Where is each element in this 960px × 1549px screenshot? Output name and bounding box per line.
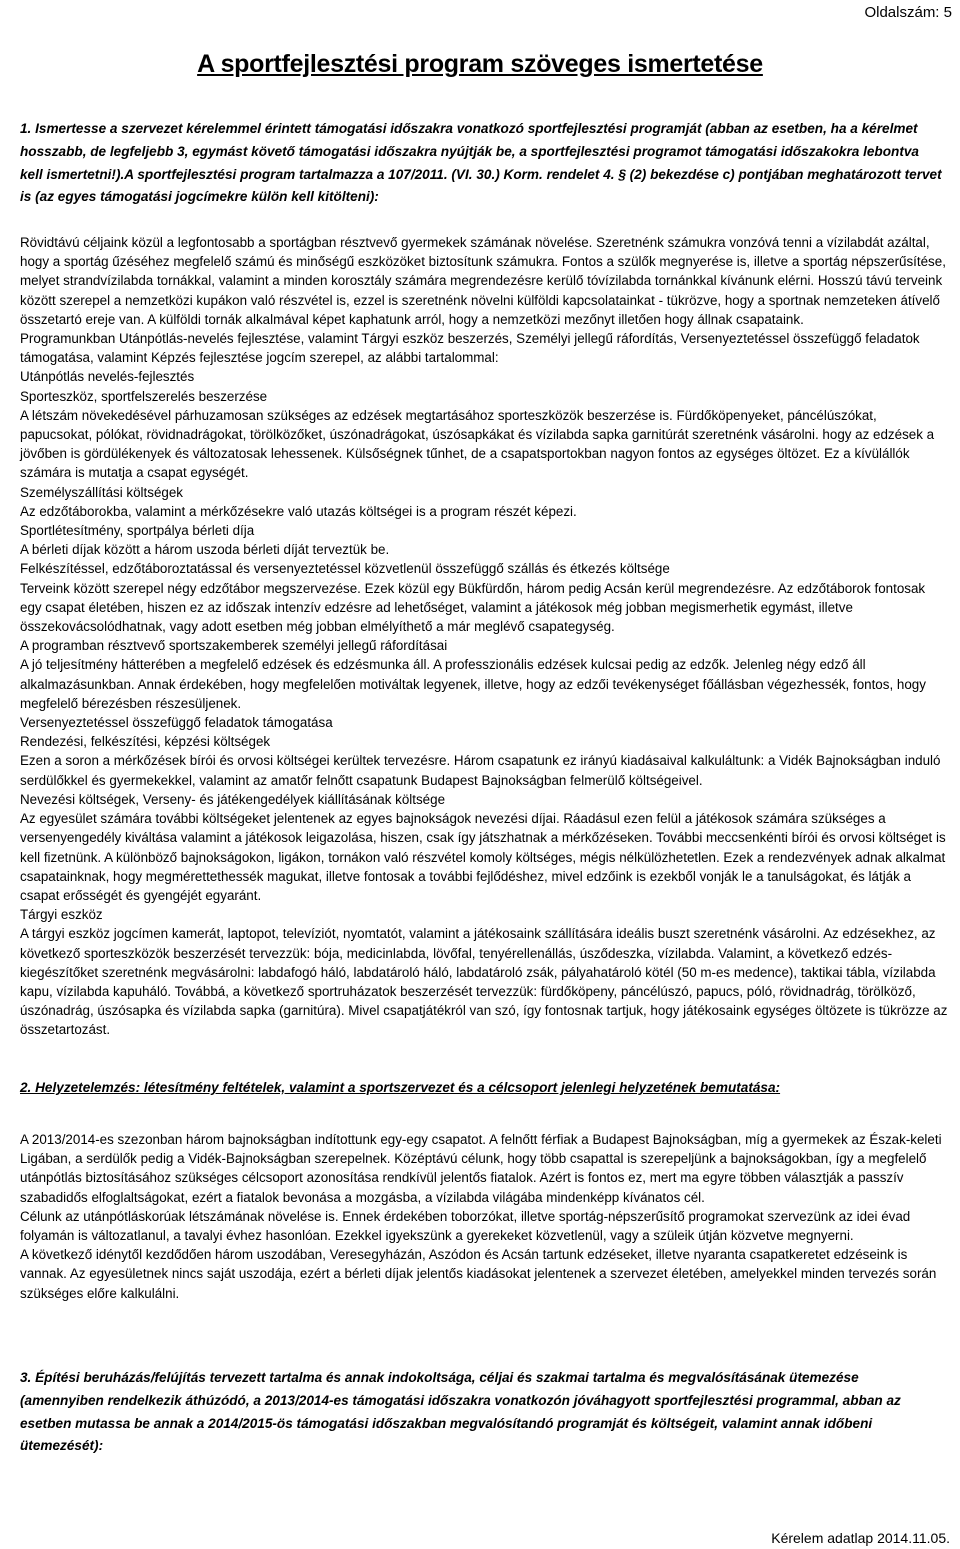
paragraph: Célunk az utánpótláskorúak létszámának növelése is. Ennek érdekében toborzókat, illetve sportág-népszerűsítő programokat szervezünk az idei évad folyamán is változatlanul, a tavalyi évhez hasonlóan. Ezekkel igyekszünk a gyerekeket közvetlenül, vagy a szüleik útján közvetve megnyerni. — [20, 1208, 911, 1244]
subheading: Tárgyi eszköz — [20, 907, 103, 923]
paragraph: Rövidtávú céljaink közül a legfontosabb a sportágban résztvevő gyermekek számának növelése. Szeretnénk számukra vonzóvá tenni a vízilabdát azáltal, hogy a sportág űzéséhez megfelelő számú és minőségű eszközöket biztosítunk számukra. Fontos a szülők megnyerése is, illetve a sportág népszerűsítése, melyet strandvízilabda tornákkal, valamint a minden korosztály számára megrendezésre kerülő tóvízilabda tornánkkal kívánunk elérni. Hosszú távú terveink között szerepel a nemzetközi kupákon való részvétel is, ezzel is szeretnénk növelni külföldi kapcsolatainkat - tükrözve, hogy a sportnak nemzeteken átívelő összetartó ereje van. A külföldi tornák alkalmával képet kaphatunk arról, hogy a nemzetközi mezőnyt illetően hogy állnak csapataink. — [20, 235, 946, 327]
page-number: Oldalszám: 5 — [864, 4, 952, 21]
section-1-body — [20, 233, 948, 1040]
paragraph: A 2013/2014-es szezonban három bajnokságban indítottunk egy-egy csapatot. A felnőtt férfiak a Budapest Bajnokságban, míg a gyermekek az Észak-keleti Ligában, a serdülők pedig a Vidék-Bajnokságban szerepelnek. Középtávú célunk, hogy több csapattal is szerepeljünk a bajnokságokban, így a megfelelő utánpótlás biztosításához szükséges célcsoport azonosítása rendkívül jelentős fiatalok. Azért is fontos ez, mert ma egyre többen választják a passzív szabadidős elfoglaltságokat, ezért a fiatalok bevonása a mozgásba, a vízilabda világába mindenképp kívánatos cél. — [20, 1132, 942, 1205]
subheading: Utánpótlás nevelés-fejlesztés — [20, 369, 195, 385]
paragraph: A létszám növekedésével párhuzamosan szükséges az edzések megtartásához sporteszközök beszerzése is. Fürdőköpenyeket, páncélúszókat, papucsokat, pólókat, rövidnadrágokat, törölközőket, úszónadrágokat, úszósapkákat és vízilabda sapka garnitúrát szeretnénk vásárolni. hogy az edzések a jövőben is gördülékenyek és változatosak lehessenek. Külsőségnek tűnhet, de a csapatsportokban nagyon fontos az egységes öltözet. Ez a kívülállók számára is mutatja a csapat egységét. — [20, 407, 935, 481]
paragraph: Az edzőtáborokba, valamint a mérkőzésekre való utazás költségei is a program részét képezi. — [20, 503, 577, 519]
paragraph: A következő idénytől kezdődően három uszodában, Veresegyházán, Aszódon és Acsán tartunk edzéseket, illetve nyaranta csapatkeretet edzéseink is vannak. Az egyesületnek nincs saját uszodája, ezért a bérleti díjak jelentős kiadásokat jelentenek a szervezet életében, amelyekkel minden tervezés során szükséges előre kalkulálni. — [20, 1247, 937, 1301]
page-title: A sportfejlesztési program szöveges ismertetése — [197, 50, 763, 78]
paragraph: Terveink között szerepel négy edzőtábor megszervezése. Ezek közül egy Bükfürdőn, három pedig Acsán kerül megrendezésre. Az edzőtáborok fontosak egy csapat életében, hiszen ez az időszak intenzív edzésre ad lehetőséget, valamint a játékosok még jobban megismerhetik egymást, illetve összekovácsolódhatnak, vagy adott esetben még jobban elmélyíthető a már meglévő csapategység. — [20, 580, 926, 635]
paragraph: Programunkban Utánpótlás-nevelés fejlesztése, valamint Tárgyi eszköz beszerzés, Személyi jellegű ráfordítás, Versenyeztetéssel összefüggő feladatok támogatása, valamint Képzés fejlesztése jogcím szerepel, az alábbi tartalommal: — [20, 331, 920, 366]
paragraph: A tárgyi eszköz jogcímen kamerát, laptopot, televíziót, nyomtatót, valamint a játékosaink szállítására ideális buszt szeretnénk vásárolni. Az edzésekhez, az következő sporteszközök beszerzését tervezzük: bója, medicinlabda, lövőfal, tenyérellenállás, úsződeszka, vízilabda. Valamint, a következő edzés-kiegészítőket szeretnénk megvásárolni: labdafogó háló, labdatároló háló, labdatároló zsák, pályahatároló kötél (50 m-es medence), taktikai tábla, vízilabda kapu, vízilabda kapuháló. Továbbá, a következő sportruházatok beszerzését tervezzük: fürdőköpeny, páncélúszó, papucs, póló, rövidnadrág, törölköző, úszónadrág, úszósapka és vízilabda sapka (garnitúra). Mivel csapatjátékról van szó, így fontosnak tartjuk, hogy játékosaink egységes öltözete is tükrözze az összetartozást. — [20, 926, 948, 1038]
subheading: Rendezési, felkészítési, képzési költségek — [20, 734, 271, 750]
subheading: Felkészítéssel, edzőtáboroztatással és versenyeztetéssel közvetlenül összefüggő szállás és étkezés költsége — [20, 561, 670, 577]
paragraph: A jó teljesítmény hátterében a megfelelő edzések és edzésmunka áll. A professzionális edzések kulcsai pedig az edzők. Jelenleg négy edző áll alkalmazásunkban. Annak érdekében, hogy megfelelően motiváltak legyenek, illetve, hogy az edzői tevékenységet főállásban végezhessék, fontos, hogy megfelelő bérezésben részesüljenek. — [20, 657, 926, 711]
paragraph: Az egyesület számára további költségeket jelentenek az egyes bajnokságok nevezési díjai. Ráadásul ezen felül a játékosok számára szükséges a versenyengedély kiváltása valamint a játékosok leigazolása, hiszen, csak így játszhatnak a mérkőzéseken. További meccsenkénti bírói és orvosi költséget is kell fizetnünk. A különböző bajnokságokon, ligákon, tornákon való részvétel komoly költséges, mégis nélkülözhetetlen. Ezek a rendezvények adnak alkalmat csapatainknak, hogy megmérettethessék magukat, illetve fontosak a további fejlődéshez, mivel edzőink is ezekből vonják le a tanulságokat, és látják a csapat erősségét és gyengéjét egyaránt. — [20, 811, 946, 903]
subheading: Versenyeztetéssel összefüggő feladatok támogatása — [20, 715, 333, 731]
subheading: Nevezési költségek, Verseny- és játékengedélyek kiállításának költsége — [20, 791, 446, 807]
paragraph: Ezen a soron a mérkőzések bírói és orvosi költségei kerültek tervezésre. Három csapatunk ez irányú kiadásaival kalkuláltunk: a Vidék Bajnokságban induló serdülőkkel és gyermekekkel, valamint az amatőr felnőtt csapatunk Budapest Bajnokságban felmerülő költségeivel. — [20, 753, 941, 788]
subheading: Sportlétesítmény, sportpálya bérleti díja — [20, 523, 255, 539]
footer-label: Kérelem adatlap 2014.11.05. — [771, 1530, 950, 1546]
subheading: A programban résztvevő sportszakemberek személyi jellegű ráfordításai — [20, 638, 448, 654]
section-2-heading: 2. Helyzetelemzés: létesítmény feltételek, valamint a sportszervezet és a célcsoport jelenlegi helyzetének bemutatása: — [20, 1080, 781, 1095]
subheading: Sporteszköz, sportfelszerelés beszerzése — [20, 388, 268, 404]
paragraph: A bérleti díjak között a három uszoda bérleti díját terveztük be. — [20, 542, 390, 558]
section-2-body — [20, 1130, 948, 1303]
section-1-heading: 1. Ismertesse a szervezet kérelemmel érintett támogatási időszakra vonatkozó sportfejlesztési programját (abban az esetben, ha a kérelmet hosszabb, de legfeljebb 3, egymást követő támogatási időszakra nyújtják be, a sportfejlesztési programot támogatási időszakokra lebontva kell ismertetni!).A sportfejlesztési program tartalmazza a 107/2011. (VI. 30.) Korm. rendelet 4. § (2) bekezdése c) pontjában meghatározott tervet is (az egyes támogatási jogcímekre külön kell kitölteni): — [20, 121, 942, 205]
subheading: Személyszállítási költségek — [20, 484, 183, 500]
section-3-heading: 3. Építési beruházás/felújítás tervezett tartalma és annak indokoltsága, céljai és szakmai tartalma és megvalósításának ütemezése (amennyiben rendelkezik áthúzódó, a 2013/2014-es támogatási időszakra vonatkozón jóváhagyott sportfejlesztési programmal, abban az esetben mutassa be annak a 2014/2015-ös támogatási időszakban megvalósítandó programját és költségeit, valamint annak időbeni ütemezését): — [20, 1370, 901, 1454]
